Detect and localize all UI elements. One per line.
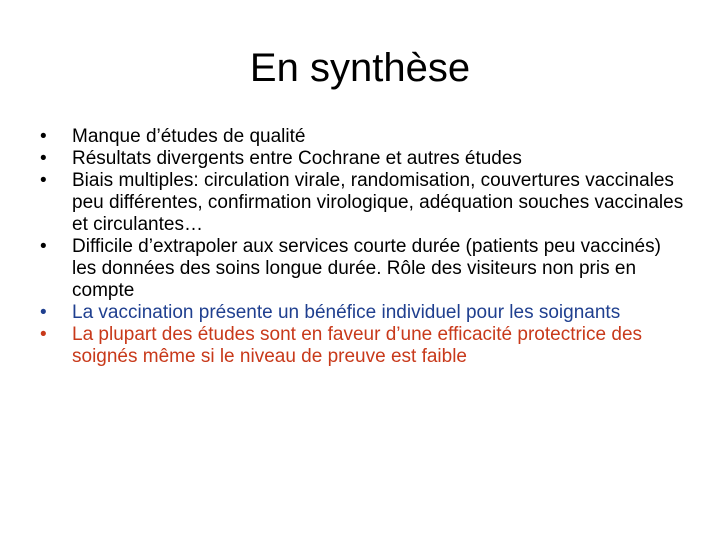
bullet-icon: • (40, 170, 47, 191)
bullet-text: Résultats divergents entre Cochrane et autres études (72, 148, 522, 169)
bullet-item (40, 302, 690, 324)
bullet-text: Biais multiples: circulation virale, randomisation, couvertures vaccinales peu différentes, confirmation virologique, adéquation souches vaccinales et circulantes… (72, 170, 684, 235)
bullet-icon: • (40, 236, 47, 257)
bullet-item (40, 126, 690, 148)
bullet-item (40, 148, 690, 170)
bullet-text: Manque d’études de qualité (72, 126, 306, 147)
bullet-icon: • (40, 148, 47, 169)
bullet-item (40, 170, 690, 236)
bullet-text: La plupart des études sont en faveur d’une efficacité protectrice des soignés même si le niveau de preuve est faible (72, 324, 643, 367)
bullet-item (40, 324, 690, 368)
bullet-text: La vaccination présente un bénéfice individuel pour les soignants (72, 302, 621, 323)
bullet-icon: • (40, 126, 47, 147)
bullet-icon: • (40, 302, 47, 323)
bullet-icon: • (40, 324, 47, 345)
slide-title: En synthèse (249, 46, 471, 90)
bullet-text: Difficile d’extrapoler aux services courte durée (patients peu vaccinés) les données des soins longue durée. Rôle des visiteurs non pris en compte (72, 236, 661, 301)
bullet-list (40, 126, 690, 368)
bullet-item (40, 236, 690, 302)
